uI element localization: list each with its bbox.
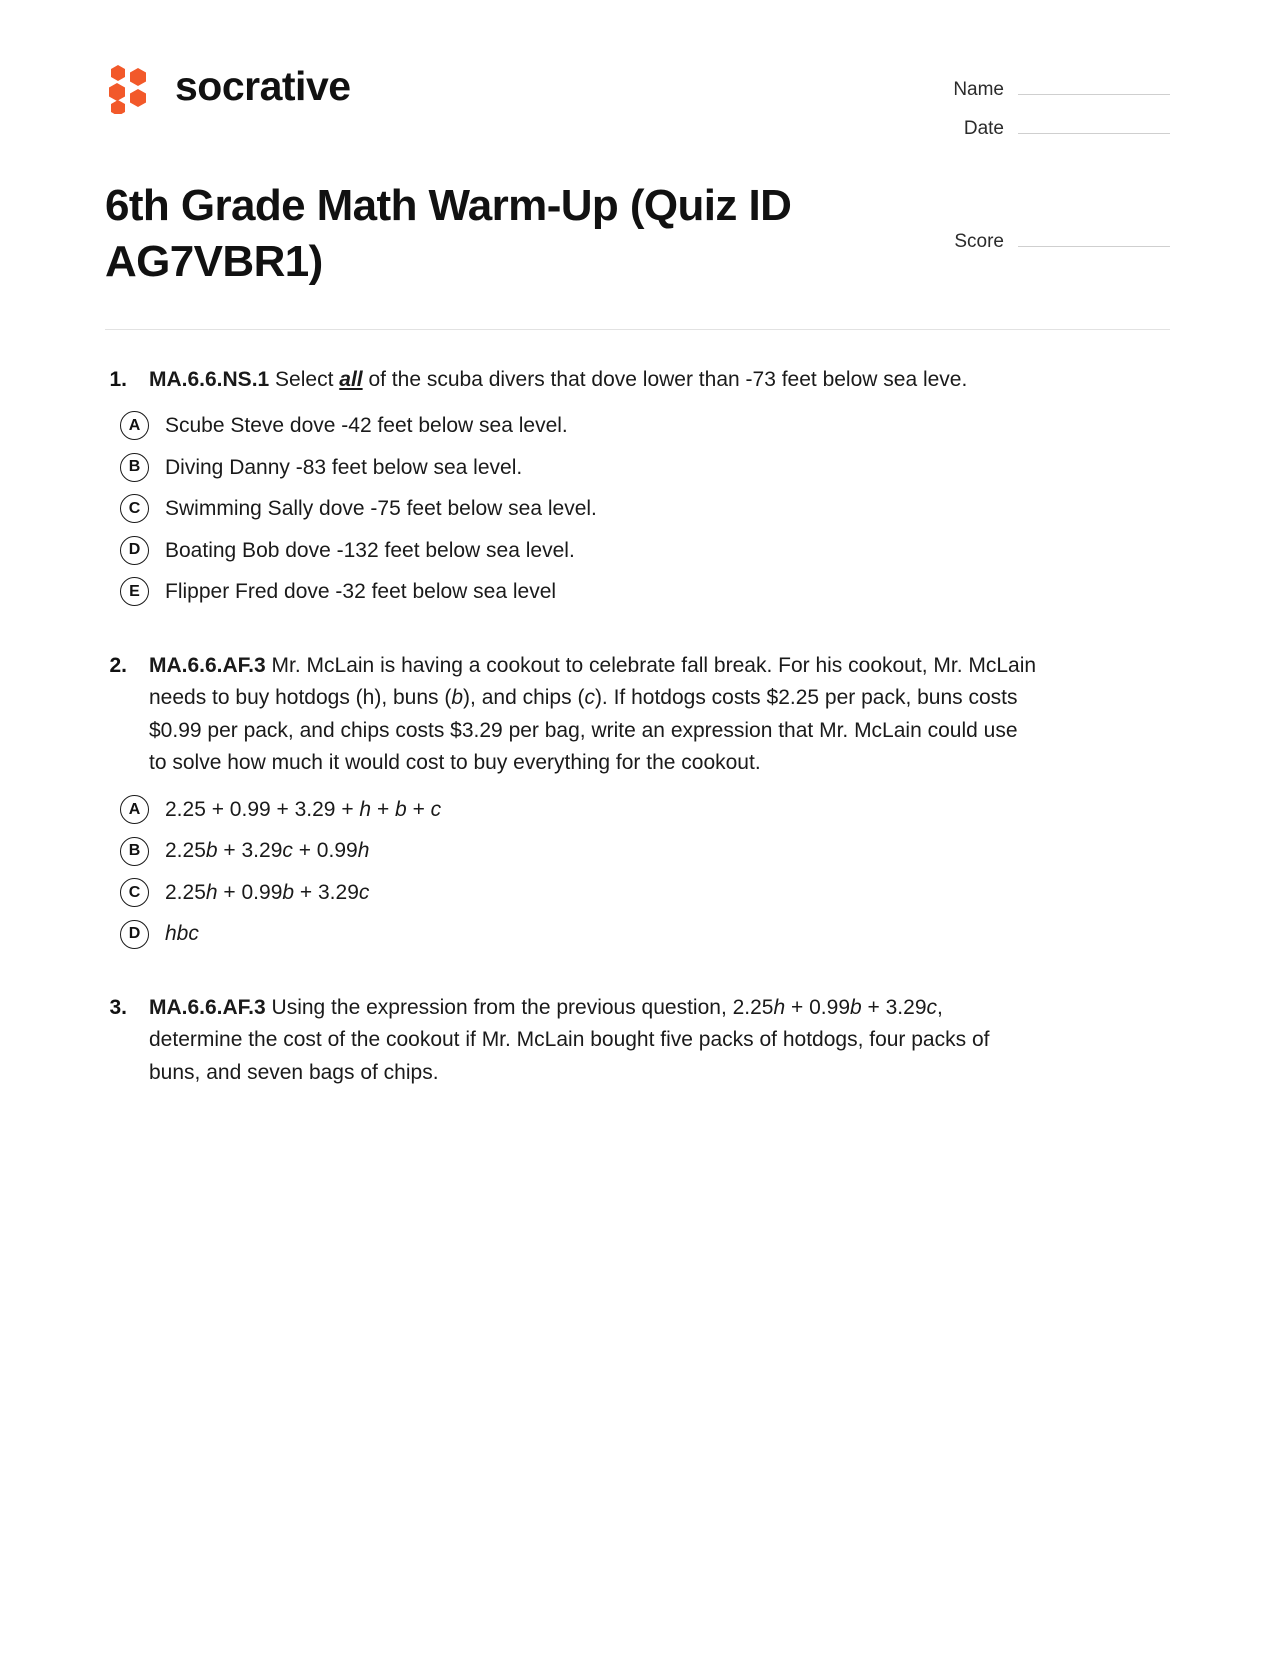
hexagon-cluster-icon (105, 62, 157, 114)
question-3-var-b: b (850, 995, 862, 1019)
question-2 (105, 650, 1170, 950)
option-text: hbc (165, 922, 199, 946)
brand-logo (105, 62, 351, 114)
question-3-text (149, 992, 1039, 1090)
option-row[interactable] (105, 794, 1170, 826)
questions-list (0, 330, 1275, 1090)
question-2-var-b: b (451, 686, 464, 710)
score-field-block (938, 178, 1170, 265)
option-row[interactable] (105, 918, 1170, 950)
question-3-number: 3. (109, 995, 127, 1019)
option-text: Swimming Sally dove -75 feet below sea level. (165, 497, 597, 521)
question-3-prompt-c: + 3.29 (861, 995, 927, 1019)
question-3 (105, 992, 1170, 1090)
option-row[interactable] (105, 877, 1170, 909)
brand-name: socrative (175, 63, 351, 109)
option-letter-d[interactable]: D (120, 536, 149, 565)
question-2-prompt-b: ), and chips ( (463, 686, 585, 710)
option-text: Scube Steve dove -42 feet below sea level. (165, 414, 568, 438)
score-field-label: Score (954, 231, 1004, 252)
option-text: Flipper Fred dove -32 feet below sea level (165, 580, 557, 604)
score-field-input[interactable] (1018, 226, 1170, 247)
option-text: 2.25b + 3.29c + 0.99h (165, 839, 370, 863)
question-2-var-c: c (584, 686, 595, 710)
option-letter-a[interactable]: A (120, 795, 149, 824)
question-2-prompt-a: Mr. McLain is having a cookout to celebrate fall break. For his cookout, Mr. McLain needs to buy hotdogs (h), buns ( (149, 653, 1037, 710)
option-letter-b[interactable]: B (120, 837, 149, 866)
question-1-text (149, 364, 1039, 397)
option-row[interactable] (105, 535, 1170, 567)
option-letter-d[interactable]: D (120, 920, 149, 949)
option-letter-c[interactable]: C (120, 494, 149, 523)
question-3-var-c: c (926, 995, 937, 1019)
option-row[interactable] (105, 452, 1170, 484)
option-letter-e[interactable]: E (120, 577, 149, 606)
option-row[interactable] (105, 410, 1170, 442)
option-letter-a[interactable]: A (120, 411, 149, 440)
name-field-row (938, 74, 1170, 101)
question-1-number: 1. (109, 367, 127, 391)
date-field-input[interactable] (1018, 113, 1170, 134)
name-field-input[interactable] (1018, 74, 1170, 95)
question-2-prompt-c: ). If hotdogs costs $2.25 per pack, buns costs $0.99 per pack, and chips costs $3.29 per bag, write an expression that Mr. McLain could use to solve how much it would cost to buy everything for the cookout. (149, 686, 1018, 775)
question-3-standard: MA.6.6.AF.3 (149, 995, 266, 1019)
option-text: 2.25 + 0.99 + 3.29 + h + b + c (165, 797, 442, 821)
question-1-standard: MA.6.6.NS.1 (149, 367, 270, 391)
question-1-emphasis: all (339, 367, 363, 391)
title-area (0, 152, 1275, 291)
question-2-number: 2. (109, 653, 127, 677)
option-text: Diving Danny -83 feet below sea level. (165, 455, 523, 479)
question-1-prompt-a: Select (269, 367, 340, 391)
option-text: Boating Bob dove -132 feet below sea level. (165, 538, 575, 562)
option-letter-b[interactable]: B (120, 453, 149, 482)
question-3-prompt-b: + 0.99 (785, 995, 850, 1019)
option-text: 2.25h + 0.99b + 3.29c (165, 880, 370, 904)
question-3-prompt-a: Using the expression from the previous question, 2.25 (265, 995, 774, 1019)
question-1-prompt-b: of the scuba divers that dove lower than -73 feet below sea leve. (362, 367, 968, 391)
page-header (0, 0, 1275, 152)
name-field-label: Name (953, 79, 1004, 100)
question-3-var-h: h (773, 995, 786, 1019)
question-1-head (105, 364, 1170, 397)
question-1-options (105, 410, 1170, 608)
option-row[interactable] (105, 493, 1170, 525)
option-row[interactable] (105, 576, 1170, 608)
question-1 (105, 364, 1170, 608)
question-2-options (105, 794, 1170, 950)
question-3-prompt-d: , determine the cost of the cookout if Mr. McLain bought five packs of hotdogs, four packs of buns, and seven bags of chips. (149, 995, 990, 1084)
page-title: 6th Grade Math Warm-Up (Quiz ID AG7VBR1) (105, 181, 792, 287)
question-2-standard: MA.6.6.AF.3 (149, 653, 266, 677)
date-field-label: Date (963, 118, 1004, 139)
option-row[interactable] (105, 835, 1170, 867)
score-field-row (938, 226, 1170, 253)
date-field-row (938, 113, 1170, 140)
question-2-head (105, 650, 1170, 780)
option-letter-c[interactable]: C (120, 878, 149, 907)
question-2-text (149, 650, 1039, 780)
question-3-head (105, 992, 1170, 1090)
student-meta-fields (938, 62, 1170, 152)
